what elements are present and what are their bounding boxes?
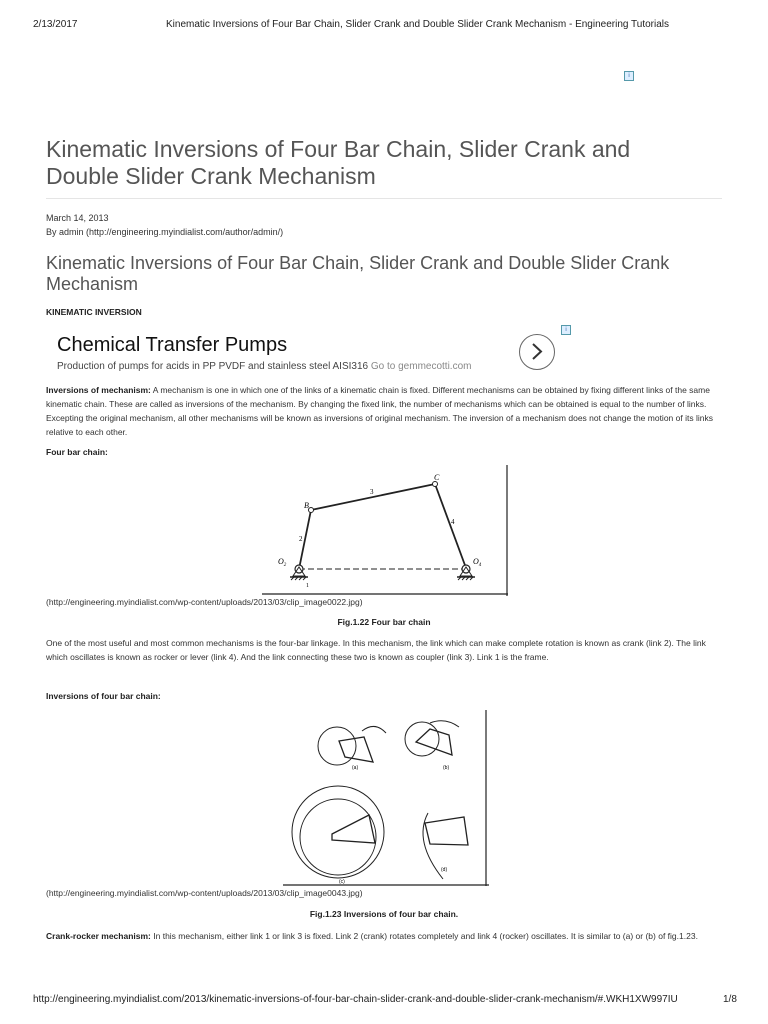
print-page-number: 1/8 [723, 994, 737, 1005]
ad-title[interactable]: Chemical Transfer Pumps [57, 334, 288, 356]
ad-subtitle[interactable] [57, 361, 471, 372]
figure-2-link[interactable]: (http://engineering.myindialist.com/wp-content/uploads/2013/03/clip_image0043.jpg) [46, 888, 363, 898]
crank-rocker-label: Crank-rocker mechanism: [46, 931, 151, 941]
crank-rocker-text: In this mechanism, either link 1 or link 3 is fixed. Link 2 (crank) rotates completely and link 4 (rocker) oscillates. It is similar to (a) or (b) of fig.1.23. [150, 931, 698, 941]
inversions-four-bar-heading: Inversions of four bar chain: [46, 691, 161, 701]
fig1-label-c: C [434, 473, 440, 482]
figure-1-link[interactable]: (http://engineering.myindialist.com/wp-content/uploads/2013/03/clip_image0022.jpg) [46, 597, 363, 607]
chevron-right-icon [520, 335, 553, 368]
fig1-label-4: 4 [451, 518, 455, 526]
inversions-label: Inversions of mechanism: [46, 385, 151, 395]
title-divider [46, 198, 722, 199]
ad-link[interactable]: Go to gemmecotti.com [370, 361, 472, 372]
fig1-label-1: 1 [306, 583, 309, 589]
print-url: http://engineering.myindialist.com/2013/kinematic-inversions-of-four-bar-chain-slider-crank-and-double-slider-crank-mechanism/#.WKH1XW997IU [33, 994, 678, 1005]
print-page-title: Kinematic Inversions of Four Bar Chain, Slider Crank and Double Slider Crank Mechanism - Engineering Tutorials [166, 19, 670, 30]
fig1-label-b: B [304, 501, 309, 510]
fig1-label-o2: $O_2$ [278, 557, 287, 568]
ad-description: Production of pumps for acids in PP PVDF and stainless steel AISI316 [57, 361, 369, 372]
four-bar-heading: Four bar chain: [46, 447, 108, 457]
print-date: 2/13/2017 [33, 19, 78, 30]
inversions-figure [283, 709, 489, 887]
figure-1-caption: Fig.1.22 Four bar chain [337, 617, 431, 627]
post-date: March 14, 2013 [46, 213, 109, 223]
fig2-label-d: (d) [441, 867, 448, 873]
inversions-text: A mechanism is one in which one of the links of a kinematic chain is fixed. Different mechanisms can be obtained by fixing different links of the same kinematic chain. These are called as inversions of the mechanism. By changing the fixed link, the number of mechanisms which can be obtained is equal to the number of links. Excepting the original mechanism, all other mechanisms will be known as inversions of original mechanism. The inversion of a mechanism does not change the motion of its links relative to each other. [46, 385, 713, 437]
figure-2-caption: Fig.1.23 Inversions of four bar chain. [309, 909, 459, 919]
fig2-label-c: (c) [339, 879, 345, 885]
article-title: Kinematic Inversions of Four Bar Chain, Slider Crank and Double Slider Crank Mechanism [46, 136, 631, 189]
fig1-label-o4: $O_4$ [473, 557, 482, 568]
section-heading: KINEMATIC INVERSION [46, 307, 142, 317]
ad-info-icon[interactable]: i [624, 71, 634, 81]
fig2-label-b: (b) [443, 765, 450, 771]
fig1-label-2: 2 [299, 535, 303, 543]
fig1-label-3: 3 [370, 488, 374, 496]
ad-choices-icon[interactable]: i [561, 325, 571, 335]
ad-arrow-button[interactable] [519, 334, 555, 370]
post-byline[interactable]: By admin (http://engineering.myindialist.com/author/admin/) [46, 227, 284, 237]
article-subtitle: Kinematic Inversions of Four Bar Chain, Slider Crank and Double Slider Crank Mechanism [46, 253, 670, 294]
four-bar-chain-figure [262, 463, 508, 597]
fig2-label-a: (a) [352, 765, 359, 771]
inversions-paragraph [46, 383, 726, 439]
crank-rocker-paragraph [46, 929, 726, 943]
four-bar-paragraph: One of the most useful and most common mechanisms is the four-bar linkage. In this mechanism, the link which can make complete rotation is known as crank (link 2). The link which oscillates is known as rocker or lever (link 4). And the link connecting these two is known as coupler (link 3). Link 1 is the frame. [46, 638, 706, 662]
